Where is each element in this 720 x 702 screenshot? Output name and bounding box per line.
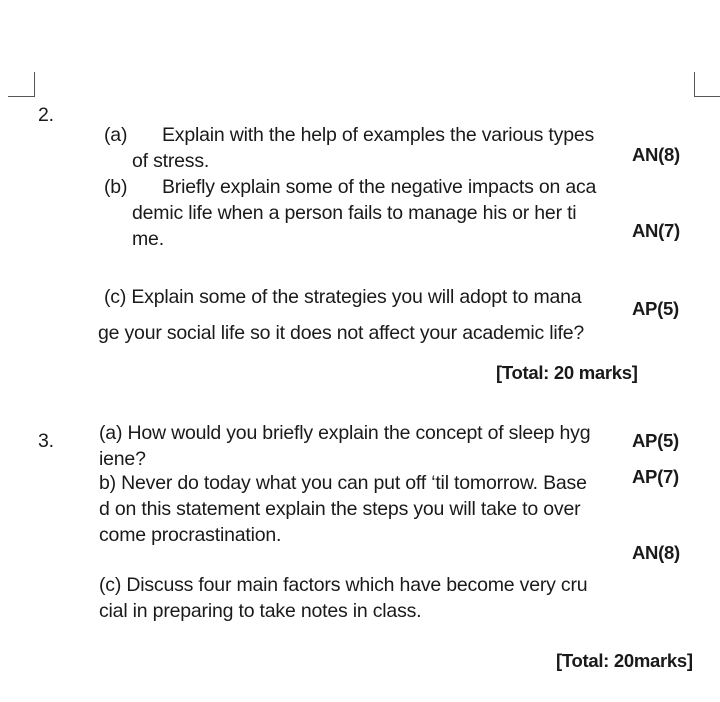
question-2b-mark: AN(7) xyxy=(632,220,680,241)
question-3c-line1: (c) Discuss four main factors which have become very cru xyxy=(99,574,588,596)
question-3a-mark: AP(5) xyxy=(632,430,679,451)
question-3-total: [Total: 20marks] xyxy=(556,650,693,671)
question-2a-line1 xyxy=(104,122,594,148)
question-3a-line1: (a) How would you briefly explain the concept of sleep hyg xyxy=(99,422,591,444)
question-3b-line3: come procrastination. xyxy=(99,524,282,546)
question-2c-line2: ge your social life so it does not affect your academic life? xyxy=(98,322,585,344)
question-2b-line1 xyxy=(104,174,596,200)
crop-mark-top-right xyxy=(694,72,720,97)
question-3b-line2: d on this statement explain the steps you will take to over xyxy=(99,498,581,520)
question-2c-line1: (c) Explain some of the strategies you will adopt to mana xyxy=(104,286,582,308)
question-3a-line2: iene? xyxy=(99,448,146,470)
question-2a-text1: Explain with the help of examples the various types xyxy=(162,124,595,146)
crop-mark-top-left xyxy=(8,72,35,97)
question-2b-text1: Briefly explain some of the negative impacts on aca xyxy=(162,176,597,198)
question-3b-line1: b) Never do today what you can put off ‘til tomorrow. Base xyxy=(99,472,587,494)
question-3-number: 3. xyxy=(38,430,54,452)
question-2-total: [Total: 20 marks] xyxy=(496,362,638,383)
question-3-extra-mark: AN(8) xyxy=(632,542,680,563)
question-2-number: 2. xyxy=(38,104,54,126)
question-2b-label: (b) xyxy=(104,176,128,198)
question-3b-mark: AP(7) xyxy=(632,466,679,487)
question-2b-line2: demic life when a person fails to manage his or her ti xyxy=(132,202,577,224)
question-2a-label: (a) xyxy=(104,124,128,146)
question-3c-line2: cial in preparing to take notes in class. xyxy=(99,600,422,622)
question-2a-mark: AN(8) xyxy=(632,144,680,165)
question-2c-mark: AP(5) xyxy=(632,298,679,319)
question-2a-line2: of stress. xyxy=(132,150,210,172)
question-2b-line3: me. xyxy=(132,228,164,250)
